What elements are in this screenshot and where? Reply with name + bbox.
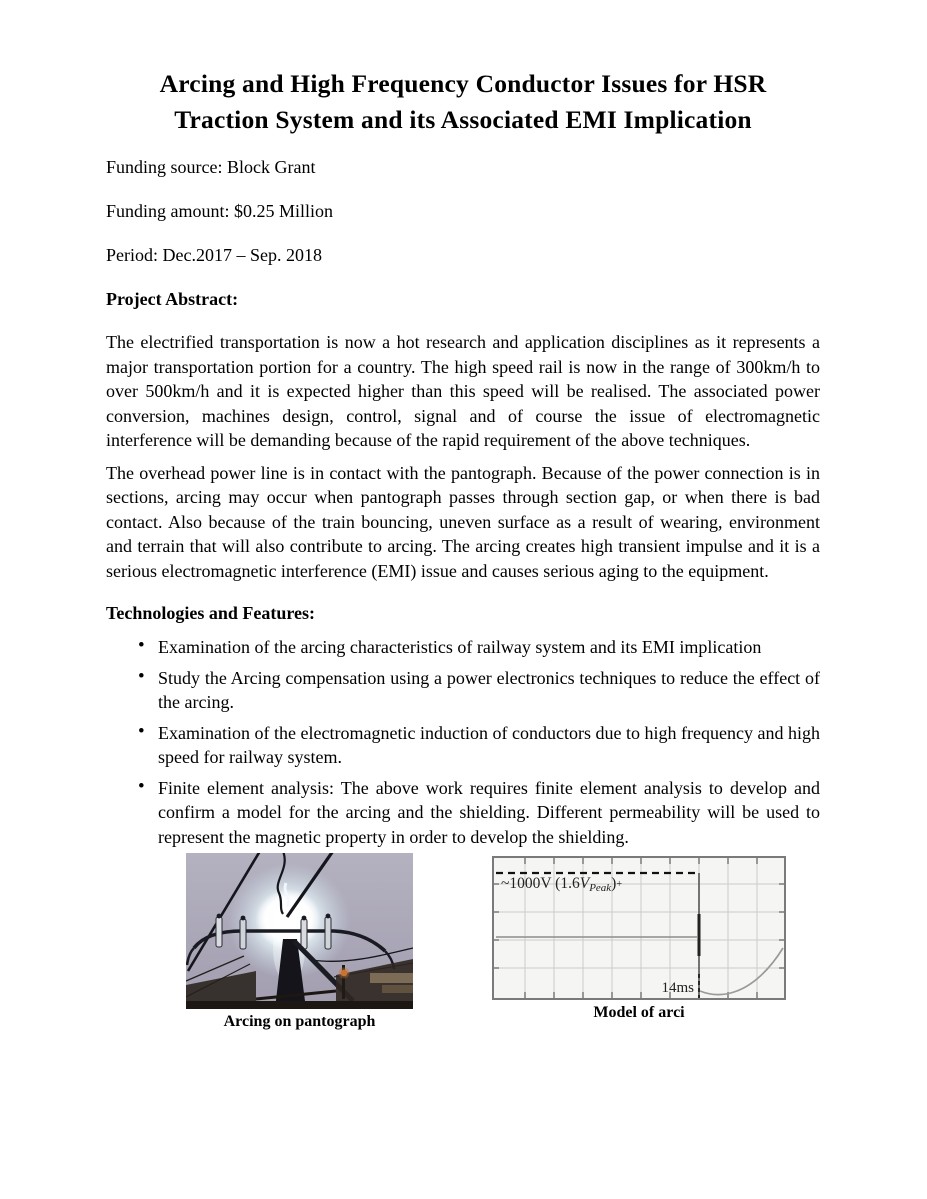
abstract-paragraph-1: The electrified transportation is now a hot research and application disciplines as it represents a major transportation portion for a country. The high speed rail is now in the range of 300km/h to over 500km/h and it is expected higher than this speed will be realised. The associated power conversion, machines design, control, signal and of course the issue of electromagnetic interference will be demanding because of the rapid requirement of the above techniques. (106, 332, 820, 450)
left-figure-caption: Arcing on pantograph (223, 1013, 376, 1030)
page-title-line2: Traction System and its Associated EMI Implication (174, 105, 752, 134)
abstract-paragraph-2: The overhead power line is in contact with the pantograph. Because of the power connection is in sections, arcing may occur when pantograph passes through section gap, or when there is bad contact. Also because of the train bouncing, uneven surface as a result of wearing, environment and terrain that will also contribute to arcing. The arcing creates high transient impulse and it is a serious electromagnetic interference (EMI) issue and causes serious aging to the equipment. (106, 462, 820, 581)
voltage-label: ~1000V (1.6VPeak)+ (501, 875, 622, 894)
page-title (106, 66, 820, 138)
pantograph-arcing-figure (186, 853, 413, 1031)
figure-row (186, 853, 820, 1031)
bullet-icon: • (138, 775, 145, 797)
bullet-icon: • (138, 635, 145, 656)
pantograph-arcing-photo (186, 853, 413, 1009)
page-title-line1: Arcing and High Frequency Conductor Issues for HSR (159, 69, 767, 98)
abstract-heading: Project Abstract: (106, 289, 239, 309)
list-item (106, 635, 820, 660)
list-item (106, 721, 820, 770)
right-figure-caption: Model of arci (593, 1004, 685, 1021)
list-item (106, 776, 820, 850)
bullet-icon: • (138, 665, 145, 687)
list-item-text: Finite element analysis: The above work requires finite element analysis to develop and confirm a model for the arcing and the shielding. Different permeability will be used to represent the magnetic property in order to develop the shielding. (158, 777, 820, 847)
funding-amount-line: Funding amount: $0.25 Million (106, 201, 334, 221)
technologies-heading: Technologies and Features: (106, 602, 316, 623)
funding-source-line: Funding source: Block Grant (106, 157, 316, 177)
period-line: Period: Dec.2017 – Sep. 2018 (106, 245, 322, 265)
list-item-text: Study the Arcing compensation using a power electronics techniques to reduce the effect of the arcing. (158, 667, 820, 712)
list-item (106, 666, 820, 715)
arc-model-plot (492, 856, 786, 1000)
list-item-text: Examination of the arcing characteristics of railway system and its EMI implication (158, 637, 762, 657)
feature-list (106, 635, 820, 849)
bullet-icon: • (138, 720, 145, 742)
time-label: 14ms (661, 980, 694, 996)
list-item-text: Examination of the electromagnetic induction of conductors due to high frequency and high speed for railway system. (158, 722, 820, 767)
arc-model-figure (492, 856, 786, 1022)
